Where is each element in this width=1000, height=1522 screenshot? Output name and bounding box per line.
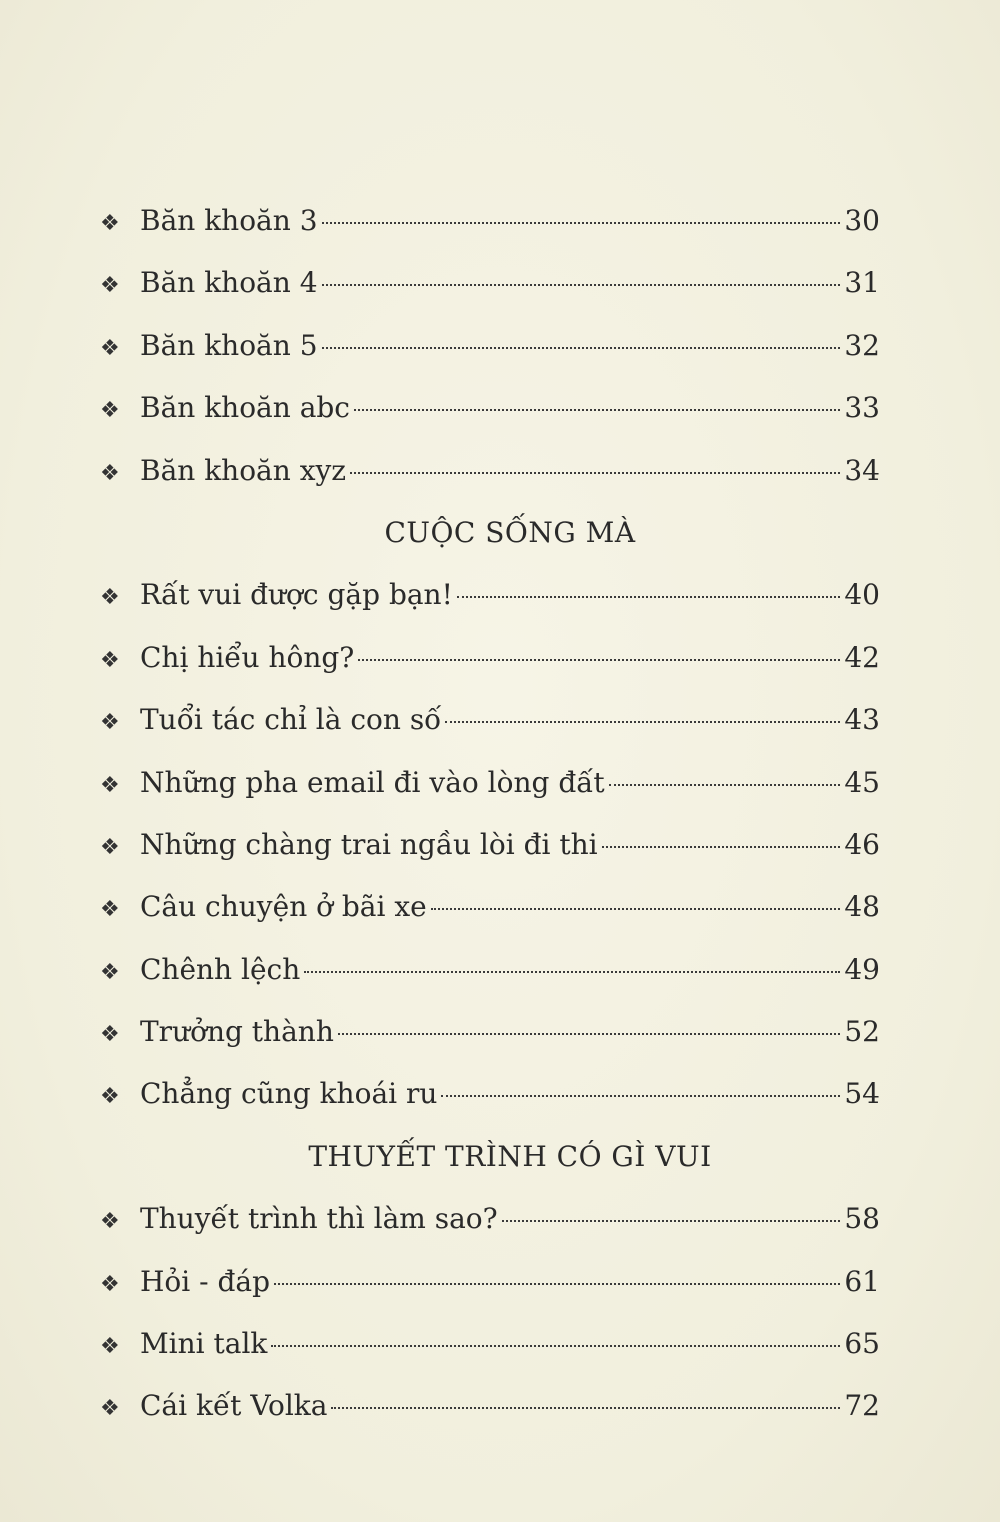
entry-title: Băn khoăn 5 — [140, 328, 318, 362]
entry-page: 52 — [844, 1015, 880, 1049]
entry-title: Băn khoăn 4 — [140, 266, 318, 300]
dot-leader — [431, 907, 840, 910]
entry-title: Băn khoăn 3 — [140, 204, 318, 237]
entry-title: Rất vui được gặp bạn! — [140, 578, 453, 612]
entry-page: 65 — [844, 1327, 880, 1361]
entry-page: 32 — [844, 328, 880, 362]
entry-title: Những chàng trai ngầu lòi đi thi — [140, 827, 598, 861]
diamond-dots-icon: ❖ — [100, 1084, 120, 1110]
entry-page: 30 — [844, 204, 880, 237]
entry-title: Trưởng thành — [140, 1015, 334, 1049]
diamond-dots-icon: ❖ — [100, 647, 120, 673]
diamond-dots-icon: ❖ — [100, 335, 120, 361]
entry-page: 49 — [844, 952, 880, 986]
dot-leader — [602, 845, 840, 848]
diamond-dots-icon: ❖ — [100, 1209, 120, 1235]
dot-leader — [322, 346, 840, 349]
entry-title: Thuyết trình thì làm sao? — [140, 1202, 498, 1236]
entry-title: Những pha email đi vào lòng đất — [140, 765, 605, 799]
diamond-dots-icon: ❖ — [100, 1396, 120, 1422]
entry-page: 43 — [844, 703, 880, 737]
entry-title: Mini talk — [140, 1327, 268, 1361]
diamond-dots-icon: ❖ — [100, 460, 120, 486]
toc-entry[interactable] — [100, 1063, 880, 1125]
entry-page: 31 — [844, 266, 880, 300]
section-heading: THUYẾT TRÌNH CÓ GÌ VUI — [308, 1139, 712, 1173]
diamond-dots-icon: ❖ — [100, 1022, 120, 1048]
diamond-dots-icon: ❖ — [100, 959, 120, 985]
dot-leader — [304, 970, 840, 973]
toc-entry[interactable] — [100, 1251, 880, 1313]
dot-leader — [358, 658, 840, 661]
dot-leader — [274, 1282, 840, 1285]
toc-entry[interactable] — [100, 1375, 880, 1437]
dot-leader — [502, 1219, 840, 1222]
diamond-dots-icon: ❖ — [100, 834, 120, 860]
dot-leader — [457, 595, 840, 598]
toc-entry[interactable] — [100, 814, 880, 876]
diamond-dots-icon: ❖ — [100, 398, 120, 424]
dot-leader — [271, 1344, 840, 1347]
entry-title: Chẳng cũng khoái ru — [140, 1077, 438, 1111]
toc-entry[interactable] — [100, 564, 880, 626]
dot-leader — [350, 471, 840, 474]
entry-title: Chị hiểu hông? — [140, 640, 355, 674]
toc-entry[interactable] — [100, 876, 880, 938]
dot-leader — [354, 408, 840, 411]
entry-page: 46 — [844, 827, 880, 861]
entry-title: Cái kết Volka — [140, 1389, 328, 1423]
toc-entry[interactable] — [100, 1188, 880, 1250]
toc-entry[interactable] — [100, 752, 880, 814]
toc-entry[interactable] — [100, 939, 880, 1001]
entry-page: 48 — [844, 890, 880, 924]
diamond-dots-icon: ❖ — [100, 211, 120, 236]
dot-leader — [331, 1406, 840, 1409]
entry-page: 72 — [844, 1389, 880, 1423]
entry-page: 61 — [844, 1264, 880, 1298]
dot-leader — [322, 283, 840, 286]
toc-entry[interactable] — [100, 377, 880, 439]
dot-leader — [441, 1094, 840, 1097]
diamond-dots-icon: ❖ — [100, 273, 120, 299]
toc-entry[interactable] — [100, 252, 880, 314]
toc-entry[interactable] — [100, 315, 880, 377]
diamond-dots-icon: ❖ — [100, 772, 120, 798]
entry-page: 34 — [844, 453, 880, 487]
dot-leader — [445, 720, 840, 723]
toc-entry[interactable] — [100, 627, 880, 689]
entry-title: Tuổi tác chỉ là con số — [140, 703, 442, 737]
entry-page: 45 — [844, 765, 880, 799]
entry-title: Chênh lệch — [140, 952, 301, 986]
entry-title: Hỏi - đáp — [140, 1264, 271, 1298]
dot-leader — [609, 783, 840, 786]
dot-leader — [338, 1032, 840, 1035]
diamond-dots-icon: ❖ — [100, 897, 120, 923]
diamond-dots-icon: ❖ — [100, 710, 120, 736]
toc-entry[interactable] — [100, 1313, 880, 1375]
entry-page: 54 — [844, 1077, 880, 1111]
entry-title: Băn khoăn abc — [140, 391, 350, 425]
diamond-dots-icon: ❖ — [100, 585, 120, 611]
entry-page: 40 — [844, 578, 880, 612]
entry-title: Băn khoăn xyz — [140, 453, 347, 487]
toc-entry[interactable] — [100, 689, 880, 751]
table-of-contents — [100, 190, 880, 1438]
diamond-dots-icon: ❖ — [100, 1271, 120, 1297]
section-heading: CUỘC SỐNG MÀ — [384, 515, 636, 549]
entry-page: 58 — [844, 1202, 880, 1236]
dot-leader — [322, 221, 840, 224]
toc-entry[interactable] — [100, 1001, 880, 1063]
entry-page: 42 — [844, 640, 880, 674]
toc-entry[interactable] — [100, 440, 880, 502]
diamond-dots-icon: ❖ — [100, 1334, 120, 1360]
entry-title: Câu chuyện ở bãi xe — [140, 890, 427, 924]
toc-entry[interactable] — [100, 190, 880, 252]
entry-page: 33 — [844, 391, 880, 425]
